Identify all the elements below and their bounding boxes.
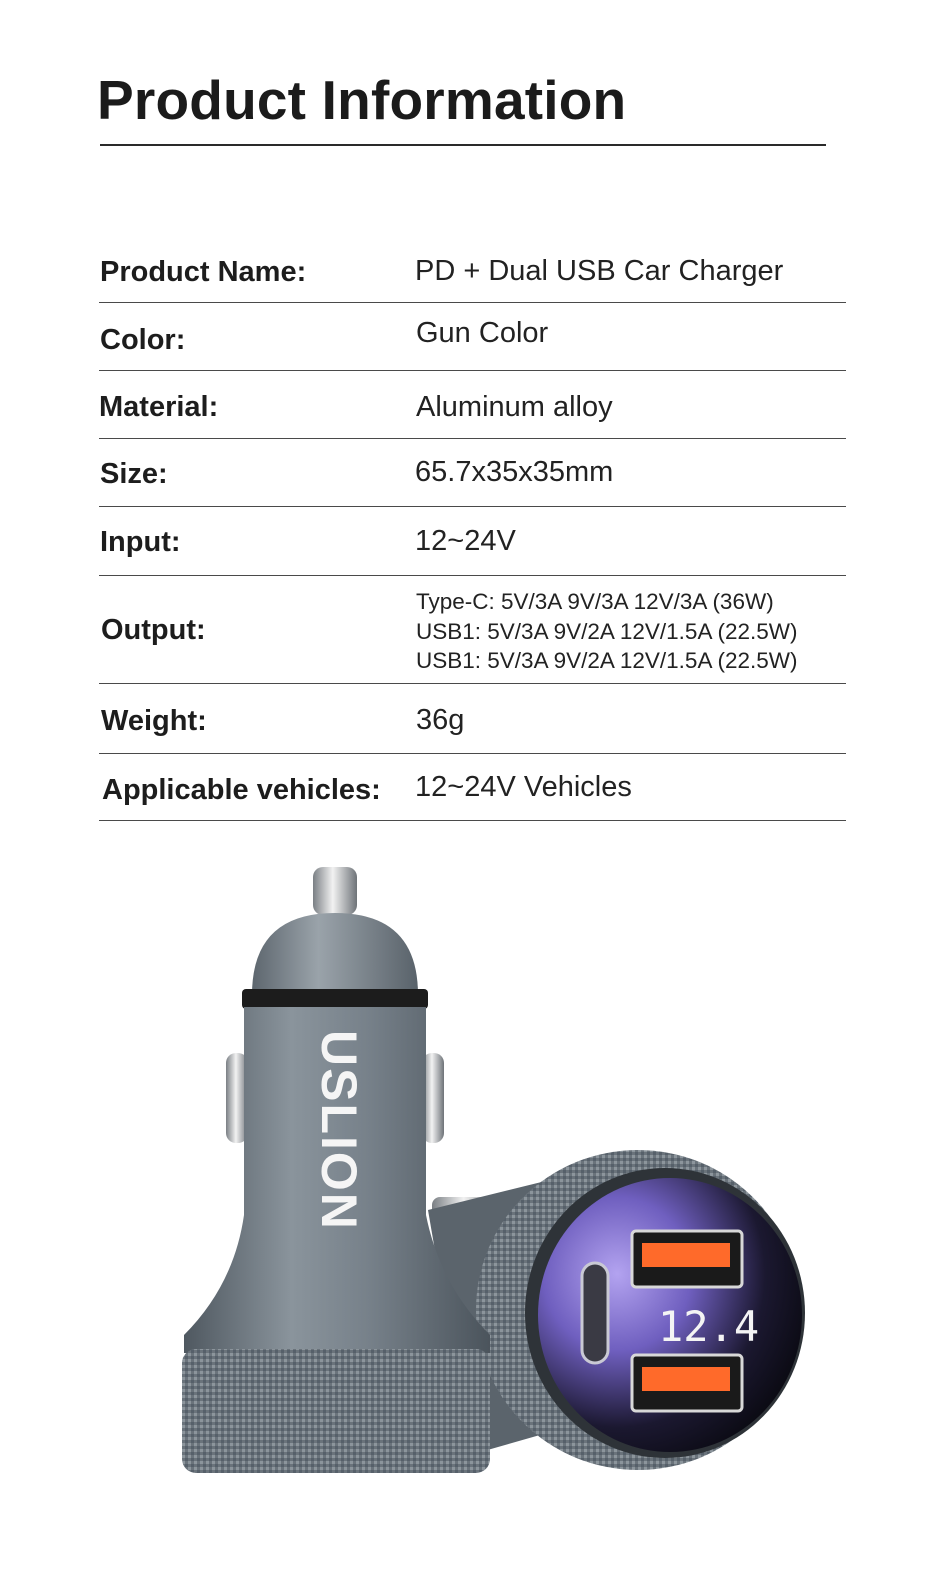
spec-value-weight: 36g (416, 704, 465, 736)
charger-main-unit (182, 867, 490, 1473)
main-black-band (242, 989, 428, 1009)
page-title: Product Information (97, 69, 627, 131)
spec-value-material: Aluminum alloy (416, 391, 613, 423)
spec-value-applicable-vehicles: 12~24V Vehicles (415, 771, 632, 803)
spec-value-size: 65.7x35x35mm (415, 456, 614, 488)
spec-label-output: Output: (101, 614, 206, 646)
usb-a-port-bottom-tongue (642, 1367, 730, 1391)
spec-row-size (99, 439, 846, 507)
car-charger-product-image (170, 855, 830, 1495)
spec-label-color: Color: (100, 324, 186, 356)
spec-value-output (416, 587, 797, 676)
spec-label-size: Size: (100, 458, 168, 490)
spec-row-color (99, 303, 846, 371)
spec-label-weight: Weight: (101, 705, 207, 737)
spec-row-material (99, 371, 846, 439)
usb-c-port-icon (582, 1263, 608, 1363)
spec-row-weight (99, 684, 846, 754)
spec-row-input (99, 507, 846, 576)
spec-label-product-name: Product Name: (100, 256, 307, 288)
main-positive-tip (313, 867, 357, 915)
spec-value-input: 12~24V (415, 525, 516, 557)
output-line-usb2: USB1: 5V/3A 9V/2A 12V/1.5A (22.5W) (416, 648, 798, 673)
spec-row-output (99, 576, 846, 684)
spec-label-input: Input: (100, 526, 181, 558)
spec-row-applicable-vehicles (99, 754, 846, 821)
brand-logo: USLION (311, 1030, 367, 1231)
output-line-type-c: Type-C: 5V/3A 9V/3A 12V/3A (36W) (416, 589, 774, 614)
spec-label-applicable-vehicles: Applicable vehicles: (102, 774, 381, 806)
voltage-display: 12.4 (658, 1302, 760, 1351)
spec-value-product-name: PD + Dual USB Car Charger (415, 255, 784, 287)
main-knurled-base (182, 1349, 490, 1473)
main-cap (252, 913, 418, 995)
spec-table (99, 236, 846, 821)
output-line-usb1: USB1: 5V/3A 9V/2A 12V/1.5A (22.5W) (416, 618, 798, 644)
title-divider (100, 144, 826, 146)
spec-row-product-name (99, 236, 846, 303)
spec-label-material: Material: (99, 391, 219, 423)
spec-value-color: Gun Color (416, 317, 549, 349)
usb-a-port-top-tongue (642, 1243, 730, 1267)
